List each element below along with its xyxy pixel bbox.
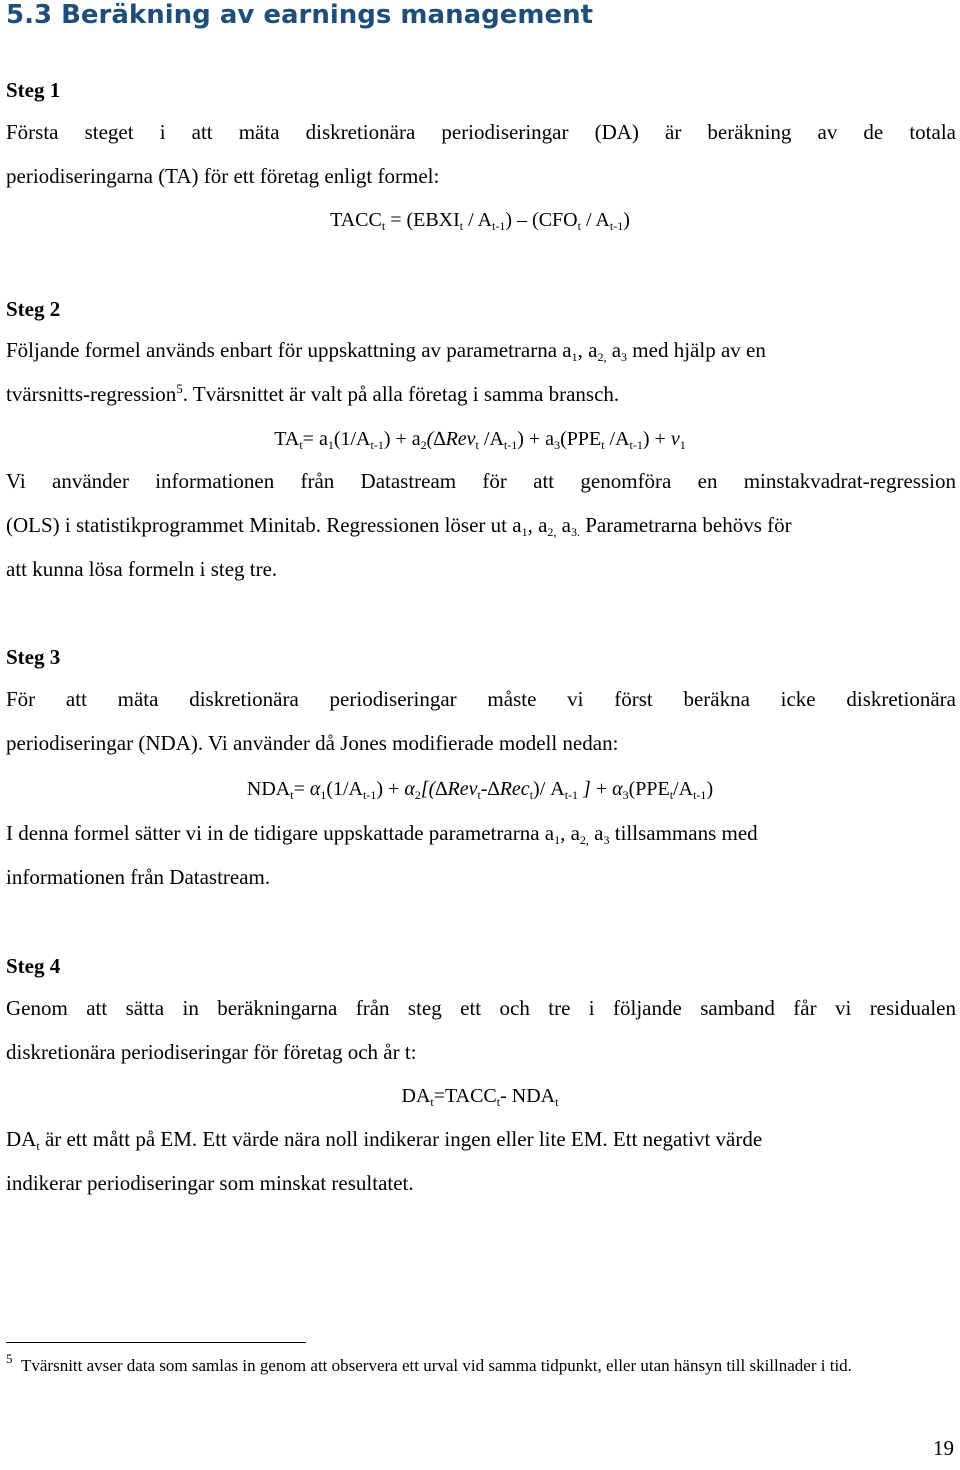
da-formula: $DA_t=TACC_t-$ $NDA_t$ bbox=[401, 1085, 559, 1109]
step3-paragraph2 bbox=[6, 811, 956, 899]
step1-block bbox=[6, 77, 956, 103]
step4-paragraph bbox=[6, 986, 956, 1074]
step4-line2: diskretionära periodiseringar för företag och år t: bbox=[6, 1040, 417, 1064]
footnote-text: Tvärsnitt avser data som samlas in genom att observera ett urval vid samma tidpunkt, eller utan hänsyn till skillnader i tid. bbox=[21, 1356, 852, 1375]
step4-line1: Genom att sätta in beräkningarna från steg ett och tre i följande samband får vi residualen bbox=[6, 996, 956, 1020]
step4-paragraph2 bbox=[6, 1117, 956, 1205]
section-heading: 5.3 Beräkning av earnings management bbox=[6, 0, 594, 30]
step4-title: Steg 4 bbox=[6, 954, 61, 978]
footnote-ref: 5 bbox=[176, 381, 183, 396]
step2-line2-text: tvärsnitts-regression bbox=[6, 382, 177, 406]
step3-para2-line1: I denna formel sätter vi in de tidigare uppskattade parametrarna $a_1$, $a_{2,}$ $a_3$ tillsammans med bbox=[6, 821, 758, 847]
tacc-formula: $TACC_t$ = $(EBXI_t / A_{t-1}) - (CFO_t / A_{t-1})$ bbox=[330, 209, 630, 233]
step4-para2-line1: $DA_t$ är ett mått på EM. Ett värde nära noll indikerar ingen eller lite EM. Ett negativt värde bbox=[6, 1127, 763, 1153]
step2-line1-tail: med hjälp av en bbox=[632, 338, 766, 362]
footnote-number: 5 bbox=[6, 1351, 13, 1366]
step2-line2 bbox=[6, 372, 956, 416]
step4-para2-line1-text: är ett mått på EM. Ett värde nära noll indikerar ingen eller lite EM. Ett negativt värde bbox=[44, 1127, 763, 1151]
footnote bbox=[6, 1353, 946, 1378]
step2-paragraph2 bbox=[6, 459, 956, 591]
step3-block bbox=[6, 644, 956, 670]
step2-line1-text: Följande formel används enbart för uppskattning av parametrarna a bbox=[6, 338, 572, 362]
step2-para2-line2: (OLS) i statistikprogrammet Minitab. Regressionen löser ut $a_1$, $a_{2,}$ $a_{3.}$ Parametrarna behövs för bbox=[6, 513, 792, 539]
step2-para2-line2-tail: Parametrarna behövs för bbox=[585, 513, 792, 537]
nda-formula: $NDA_t= \alpha_1(1/A_{t-1}) + \alpha_2[(\Delta Rev_t-\Delta Rec_t)/$ $A_{t-1}$ ] + $\alpha_3(PPE_t/A_{t-1})$ bbox=[246, 778, 714, 802]
step3-para2-line1-tail: tillsammans med bbox=[614, 821, 758, 845]
step3-line1: För att mäta diskretionära periodiseringar måste vi först beräkna icke diskretionära bbox=[6, 687, 956, 711]
step3-title: Steg 3 bbox=[6, 645, 61, 669]
step1-title: Steg 1 bbox=[6, 78, 61, 102]
footnote-separator bbox=[6, 1342, 306, 1343]
step2-paragraph bbox=[6, 328, 956, 416]
page-number: 19 bbox=[933, 1436, 954, 1460]
step2-para2-line1: Vi använder informationen från Datastream för att genomföra en minstakvadrat-regression bbox=[6, 469, 956, 493]
step4-block bbox=[6, 953, 956, 979]
ta-regression-formula: $TA_t= a_1(1/A_{t-1}) + a_2(\Delta Rev_t$ $/A_{t-1}) + a_3(PPE_t$ $/A_{t-1}) + v_1$ bbox=[274, 428, 686, 452]
step3-para2-line1-text: I denna formel sätter vi in de tidigare uppskattade parametrarna a bbox=[6, 821, 555, 845]
step3-para2-line2: informationen från Datastream. bbox=[6, 865, 271, 889]
step3-line2: periodiseringar (NDA). Vi använder då Jones modifierade modell nedan: bbox=[6, 731, 619, 755]
step1-line1: Första steget i att mäta diskretionära periodiseringar (DA) är beräkning av de totala bbox=[6, 120, 956, 144]
step2-para2-line3: att kunna lösa formeln i steg tre. bbox=[6, 557, 278, 581]
step2-para2-line2-text: (OLS) i statistikprogrammet Minitab. Regressionen löser ut a bbox=[6, 513, 522, 537]
step2-line1: Följande formel används enbart för uppskattning av parametrarna $a_1$, $a_{2,}$ $a_3$ med hjälp av en bbox=[6, 338, 766, 364]
step2-title: Steg 2 bbox=[6, 297, 61, 321]
step1-paragraph bbox=[6, 110, 956, 198]
step2-block bbox=[6, 296, 956, 322]
step2-line2-tail: . Tvärsnittet är valt på alla företag i samma bransch. bbox=[182, 382, 620, 406]
step3-paragraph bbox=[6, 677, 956, 765]
step4-para2-line2: indikerar periodiseringar som minskat resultatet. bbox=[6, 1171, 414, 1195]
step1-line2: periodiseringarna (TA) för ett företag enligt formel: bbox=[6, 164, 440, 188]
